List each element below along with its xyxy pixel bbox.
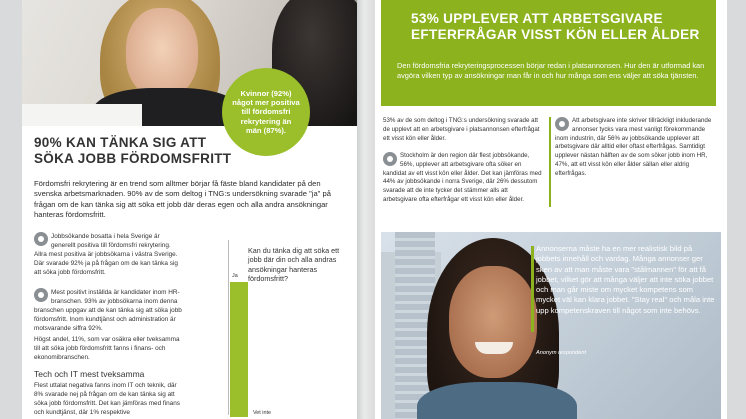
- left-page: [22, 0, 357, 419]
- right-heading: [411, 11, 711, 43]
- man-face: [449, 266, 537, 378]
- quote-accent-bar: [531, 246, 534, 332]
- bar-label-vet-inte: Vet inte: [253, 410, 271, 416]
- left-heading-line1: 90% KAN TÄNKA SIG ATT: [34, 135, 207, 150]
- stockholm-paragraph: [383, 152, 543, 205]
- left-intro: Fördomsfri rekrytering är en trend som alltmer börjar få fäste bland kandidater på den svenska arbetsmarknaden. 90% av de som deltog i TNG:s undersökning svarade "ja" på frågan om de kan tänka sig att söka ett jobb där deras egen och alla andra ansökningar hanteras fördomsfritt.: [34, 179, 331, 220]
- tech-paragraph: Flest uttalat negativa fanns inom IT och teknik, där 8% svarade nej på frågan om de kan tänka sig att söka jobb fördomsfritt. Det kan jämföras med finans och kundtjänst, där 1% respektive: [34, 382, 180, 417]
- candidate-photo: [381, 232, 721, 419]
- page-gutter: [357, 0, 375, 419]
- survey-53-paragraph: 53% av de som deltog i TNG:s undersökning svarade att de upplevt att en arbetsgivare i platsannonsen efterfrågat ett visst kön eller ålder.: [383, 117, 540, 142]
- industry-text: Mest positivt inställda är kandidater inom HR-branschen. 93% av jobbsökarna inom denna branschen uppgav att de kan tänka sig att söka jobb fördomsfritt. Inom kundtjänst och administration är motsvarande siffra 92%.: [34, 289, 182, 333]
- chart-question: Kan du tänka dig att söka ett jobb där din och alla andras ansökningar hanteras fördomsfritt?: [248, 246, 340, 284]
- man-shirt: [417, 382, 577, 419]
- briefcase-icon: [555, 117, 569, 131]
- quote-attribution: Anonym respondent: [536, 350, 587, 356]
- bar-label-ja: Ja: [232, 273, 238, 279]
- right-heading-line2: EFTERFRÅGAR VISST KÖN ELLER ÅLDER: [411, 27, 700, 43]
- stockholm-text: Stockholm är den region där flest jobbsökande, 56%, upplever att arbetsgivare ofta söker en kandidat av ett visst kön eller ålder. Det kan jämföras med 44% av jobbsökande i norra Sverige, där 26% dessutom svarade att de inte tycker det stämmer alls att arbetsgivare ofta efterfrågar ett visst kön eller ålder.: [383, 152, 542, 203]
- left-heading: [34, 135, 234, 166]
- bar-ja: [230, 282, 248, 417]
- right-heading-line1: 53% UPPLEVER ATT ARBETSGIVARE: [411, 11, 663, 26]
- man-smile: [475, 342, 513, 354]
- industry-paragraph: [34, 288, 184, 333]
- right-intro: Den fördomsfria rekryteringsprocessen börjar redan i platsannonsen. Hur den är utformad kan avgöra vilken typ av ansökningar man får in och hur många som ens väljer att söka tjänsten.: [397, 61, 705, 81]
- desk: [22, 104, 142, 126]
- respondent-quote: Annonserna måste ha en mer realistisk bild på jobbets innehåll och vardag. Många annonser ger sken av att man måste vara "stålmannen" för att få jobbet, vilket gör att många väljer att inte söka jobbet och man går miste om mycket kompetens som mycket väl kan klara jobbet. "Stay real" och måla inte upp kompetenskraven till något som inte behövs.: [536, 244, 715, 315]
- globe-icon: [383, 152, 397, 166]
- region-text: Jobbsökande bosatta i hela Sverige är generellt positiva till fördomsfri rekrytering. Allra mest positiva är jobbsökarna i västra Sverige. Där svarade 92% ja på frågan om de kan tänka sig att söka jobb fördomsfritt.: [34, 233, 178, 277]
- gender-callout-bubble: [222, 68, 310, 156]
- woman-face: [126, 8, 198, 98]
- left-heading-line2: SÖKA JOBB FÖRDOMSFRITT: [34, 150, 232, 166]
- chart-divider: [228, 240, 229, 415]
- gender-callout-text: Kvinnor (92%) något mer positiva till fördomsfri rekrytering än män (87%).: [232, 89, 300, 135]
- industry-ads-text: Att arbetsgivare inte skriver tillräckligt inkluderande annonser tycks vara mest vanligt förekommande inom industrin, där 56% av jobbsökande upplever att arbetsgivare där alltid eller oftast efterfrågas. Samtidigt upplever nästan hälften av de som söker jobb inom HR, 47%, att ett visst kön eller ålder sällan eller aldrig efterfrågas.: [555, 117, 712, 177]
- briefcase-icon: [34, 288, 48, 302]
- right-page: [375, 0, 727, 419]
- finance-paragraph: Högst andel, 11%, som var osäkra eller tveksamma till att söka jobb fördomsfritt fanns i finans- och ekonomibranschen.: [34, 336, 180, 362]
- column-accent-line: [549, 117, 551, 207]
- globe-icon: [34, 232, 48, 246]
- green-banner: [381, 0, 716, 106]
- region-paragraph: [34, 232, 184, 277]
- tech-subheading: Tech och IT mest tveksamma: [34, 369, 145, 379]
- industry-ads-paragraph: [555, 117, 715, 179]
